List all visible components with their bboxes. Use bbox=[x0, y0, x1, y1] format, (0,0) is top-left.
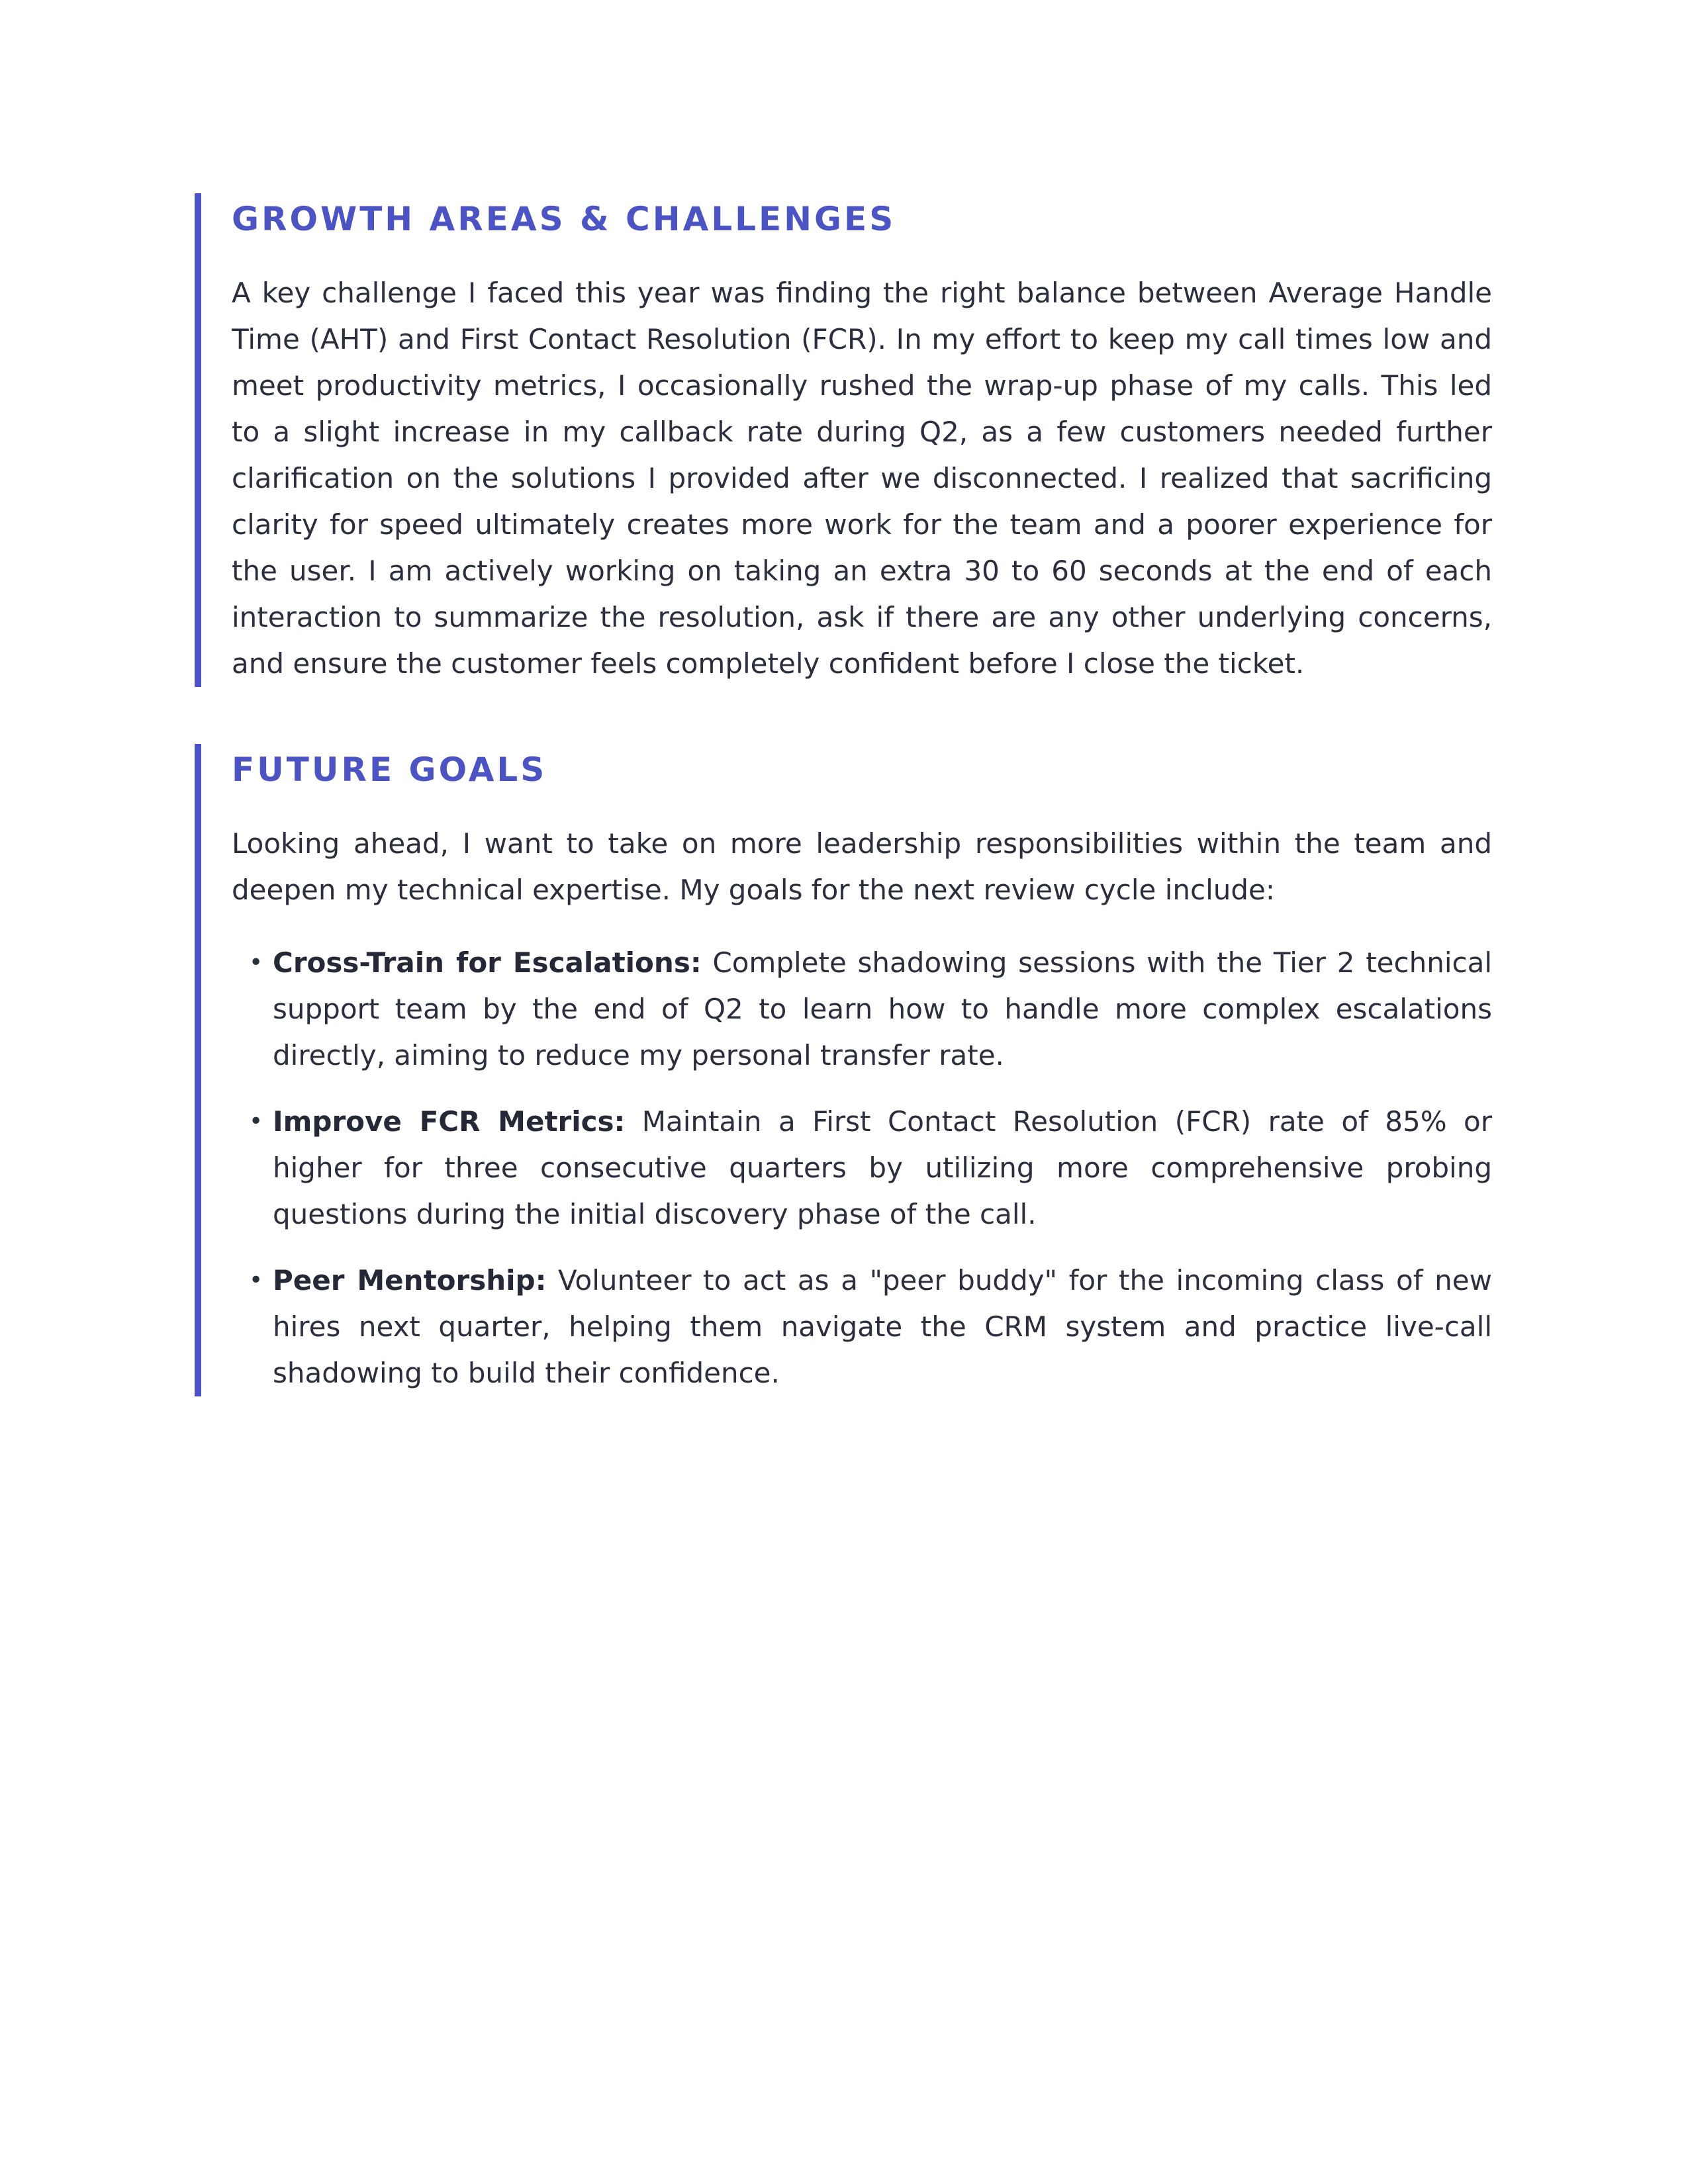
growth-areas-paragraph: A key challenge I faced this year was finding the right balance between Average Handle Time (AHT) and First Contact Resolution (FCR). In my effort to keep my call times low and meet productivity metrics, I occasionally rushed the wrap-up phase of my calls. This led to a slight increase in my callback rate during Q2, as a few customers needed further clarification on the solutions I provided after we disconnected. I realized that sacrificing clarity for speed ultimately creates more work for the team and a poorer experience for the user. I am actively working on taking an extra 30 to 60 seconds at the end of each interaction to summarize the resolution, ask if there are any other underlying concerns, and ensure the customer feels completely confident before I close the ticket. bbox=[232, 277, 1492, 680]
goal-title: Peer Mentorship: bbox=[273, 1264, 547, 1297]
goal-text: Maintain a First Contact Resolution (FCR) rate of 85% or higher for three consecutive quarters by utilizing more comprehensive probing questions during the initial discovery phase of the call. bbox=[273, 1105, 1492, 1230]
future-goals-section bbox=[195, 744, 1492, 1396]
bullet-icon: • bbox=[249, 1108, 263, 1135]
future-goals-heading: FUTURE GOALS bbox=[232, 751, 547, 789]
goal-item-improve-fcr bbox=[232, 1099, 1492, 1238]
goal-item-peer-mentorship bbox=[232, 1257, 1492, 1396]
goal-item-cross-train bbox=[232, 940, 1492, 1079]
future-goals-intro: Looking ahead, I want to take on more leadership responsibilities within the team and deepen my technical expertise. My goals for the next review cycle include: bbox=[232, 827, 1492, 906]
goal-title: Improve FCR Metrics: bbox=[273, 1105, 626, 1138]
bullet-icon: • bbox=[249, 949, 263, 976]
growth-areas-heading: GROWTH AREAS & CHALLENGES bbox=[232, 200, 896, 238]
growth-areas-section bbox=[195, 193, 1492, 687]
goal-text: Volunteer to act as a "peer buddy" for the incoming class of new hires next quarter, helping them navigate the CRM system and practice live-call shadowing to build their confidence. bbox=[273, 1264, 1492, 1389]
goal-text: Complete shadowing sessions with the Tier 2 technical support team by the end of Q2 to learn how to handle more complex escalations directly, aiming to reduce my personal transfer rate. bbox=[273, 946, 1492, 1071]
bullet-icon: • bbox=[249, 1267, 263, 1294]
goal-title: Cross-Train for Escalations: bbox=[273, 946, 702, 979]
goals-list bbox=[232, 940, 1492, 1396]
